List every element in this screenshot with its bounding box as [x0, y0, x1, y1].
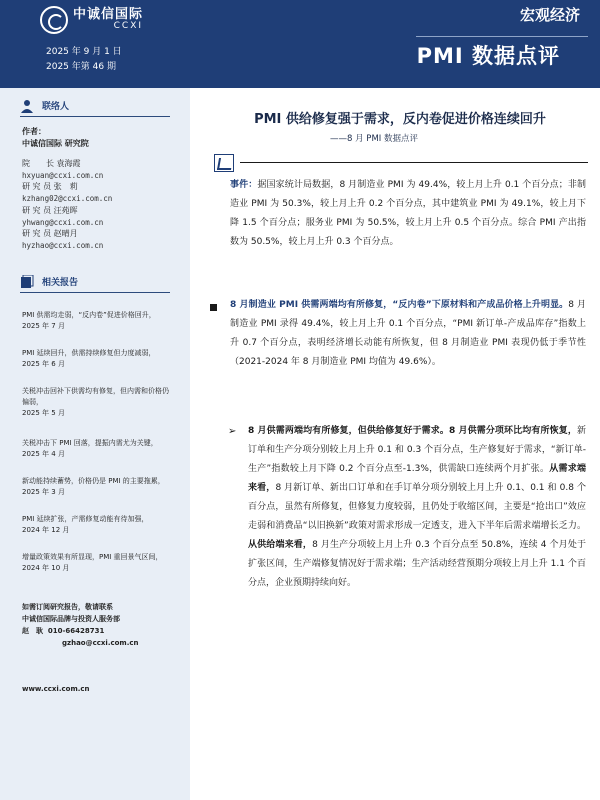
logo-name-cn: 中诚信国际 [73, 7, 144, 23]
subpoint1-heading: 8 月供需两端均有所修复，但供给修复好于需求。8 月供需分项环比均有所恢复， [248, 426, 577, 436]
event-label: 事件： [230, 180, 258, 190]
related-report-date: 2025 年 3 月 [22, 488, 65, 497]
subpoint1-text-c: 8 月生产分项较上月上升 0.3 个百分点至 50.8%，连续 4 个月处于扩张区间，生产端修复情况好于需求端；生产活动经营预期分项较上月上升 1.1 个百分点，企业预期持续向好。 [248, 540, 586, 588]
website-link[interactable]: www.ccxi.com.cn [22, 685, 90, 693]
bullet-square-icon [210, 304, 217, 311]
point1-text: 8 月制造业 PMI 录得 49.4%，较上月上升 0.1 个百分点，“PMI 新订单-产成品库存”指数上升 0.7 个百分点，表明经济增长动能有所恢复，但 8 月制造业 PMI 表现仍低于季节性（2021-2024 年 8 月制造业 PMI 均值为 49.6%）。 [230, 300, 586, 367]
author-info [22, 126, 89, 150]
subscription-note: 如需订阅研究报告，敬请联系 [22, 603, 113, 611]
subpoint1-text-a: 新订单和生产分项分别较上月上升 0.1 和 0.3 个百分点，生产修复好于需求，“新订单-生产”指数较上月下降 0.2 个百分点至-1.3%，供需缺口连续两个月扩张。 [248, 426, 586, 474]
related-reports-header [20, 274, 170, 293]
author-role: 研 究 员 [22, 182, 52, 192]
related-report-title: PMI 延续扩张，产需修复动能有待加强， [22, 515, 149, 523]
related-report[interactable] [22, 552, 172, 574]
related-report[interactable] [22, 310, 172, 332]
point1-paragraph [230, 296, 586, 372]
author-name: 袁海霞 [56, 159, 81, 168]
author-email[interactable]: hxyuan@ccxi.com.cn [22, 171, 104, 180]
related-report-title: PMI 延续回升，供需持续修复但力度减弱， [22, 349, 156, 357]
related-report-title: 增量政策效果有所显现，PMI 重回景气区间， [22, 553, 163, 561]
report-header [0, 0, 600, 88]
event-paragraph [230, 176, 586, 252]
related-report-date: 2025 年 5 月 [22, 409, 65, 418]
related-report-title: 关税冲击下 PMI 回落，提振内需尤为关键， [22, 439, 158, 447]
author-role: 院 长 [22, 159, 54, 168]
arrow-bullet-icon: ➢ [228, 426, 237, 437]
contacts-label: 联络人 [42, 102, 70, 112]
ccxi-logo [40, 6, 143, 34]
related-report-title: PMI 供需均走弱，“反内卷”促进价格回升， [22, 311, 156, 319]
ccxi-logo-icon [40, 6, 68, 34]
demand-side-label: 从需求端来看， [248, 464, 586, 493]
related-report-date: 2025 年 7 月 [22, 322, 65, 331]
author-email[interactable]: kzhang02@ccxi.com.cn [22, 194, 113, 204]
author-role: 研 究 员 [22, 205, 52, 215]
title-rule [240, 162, 588, 163]
related-report[interactable] [22, 348, 172, 370]
contact-email[interactable]: gzhao@ccxi.com.cn [62, 638, 139, 647]
event-text: 据国家统计局数据，8 月制造业 PMI 为 49.4%，较上月上升 0.1 个百分点；非制造业 PMI 为 50.3%，较上月上升 0.2 个百分点，其中建筑业 PMI 为 49.1%，较上月下降 1.5 个百分点；服务业 PMI 为 50.5%，较上月上升 0.5 个百分点。综合 PMI 产出指数为 50.5%，较上月上升 0.3 个百分点。 [230, 180, 586, 247]
author-email[interactable]: hyzhao@ccxi.com.cn [22, 240, 104, 250]
author-email[interactable]: yhwang@ccxi.com.cn [22, 217, 104, 227]
related-report-date: 2024 年 12 月 [22, 526, 70, 535]
report-date: 2025 年 9 月 1 日 [46, 47, 122, 57]
author-org: 中诚信国际 研究院 [22, 139, 89, 148]
related-report-title: 关税冲击回补下供需均有修复，但内需和价格仍偏弱， [22, 387, 169, 407]
header-divider [416, 36, 588, 37]
document-icon [214, 154, 234, 172]
subpoint1-paragraph [248, 422, 586, 593]
supply-side-label: 从供给端来看， [248, 540, 313, 550]
contact-phone[interactable]: 010-66428731 [47, 626, 105, 635]
logo-name-en: CCXI [113, 21, 144, 32]
author-role: 研 究 员 [22, 228, 52, 238]
report-stack-icon [20, 275, 34, 289]
sidebar [0, 88, 190, 800]
subscription-contact [22, 602, 139, 650]
report-issue: 2025 年第 46 期 [46, 62, 116, 72]
point1-heading: 8 月制造业 PMI 供需两端均有所修复，“反内卷”下原材料和产成品价格上升明显。 [230, 300, 569, 310]
page-subtitle: ——8 月 PMI 数据点评 [330, 134, 418, 144]
related-report[interactable] [22, 386, 172, 420]
related-reports-label: 相关报告 [42, 278, 79, 288]
author-heading: 作者： [22, 127, 46, 136]
contacts-icon [20, 99, 34, 113]
author-list [22, 158, 112, 251]
related-report-date: 2025 年 6 月 [22, 360, 65, 369]
author-name: 赵晴月 [53, 228, 78, 238]
author-name: 张 莉 [53, 182, 78, 192]
contact-name: 赵 耿 [22, 626, 43, 635]
author-name: 汪苑晖 [53, 205, 78, 215]
related-report-date: 2024 年 10 月 [22, 564, 70, 573]
subpoint1-text-b: 8 月新订单、新出口订单和在手订单分项分别较上月上升 0.1、0.1 和 0.8 个百分点，虽然有所修复，但修复力度较弱，且仍处于收缩区间，主要是“抢出口”效应走弱和消费品“以旧换新”政策对需求形成一定透支，进入下半年后需求端增长乏力。 [248, 483, 586, 531]
page-title: PMI 供给修复强于需求，反内卷促进价格连续回升 [254, 112, 546, 127]
related-report[interactable] [22, 514, 172, 536]
related-report[interactable] [22, 476, 172, 498]
report-type-title: PMI 数据点评 [416, 44, 560, 68]
related-report[interactable] [22, 438, 172, 460]
report-category: 宏观经济 [519, 6, 580, 24]
subscription-dept: 中诚信国际品牌与投资人服务部 [22, 614, 120, 623]
related-report-title: 新动能持续蓄势，价格仍是 PMI 的主要拖累， [22, 477, 165, 485]
related-report-date: 2025 年 4 月 [22, 450, 65, 459]
contacts-section-header [20, 98, 170, 117]
